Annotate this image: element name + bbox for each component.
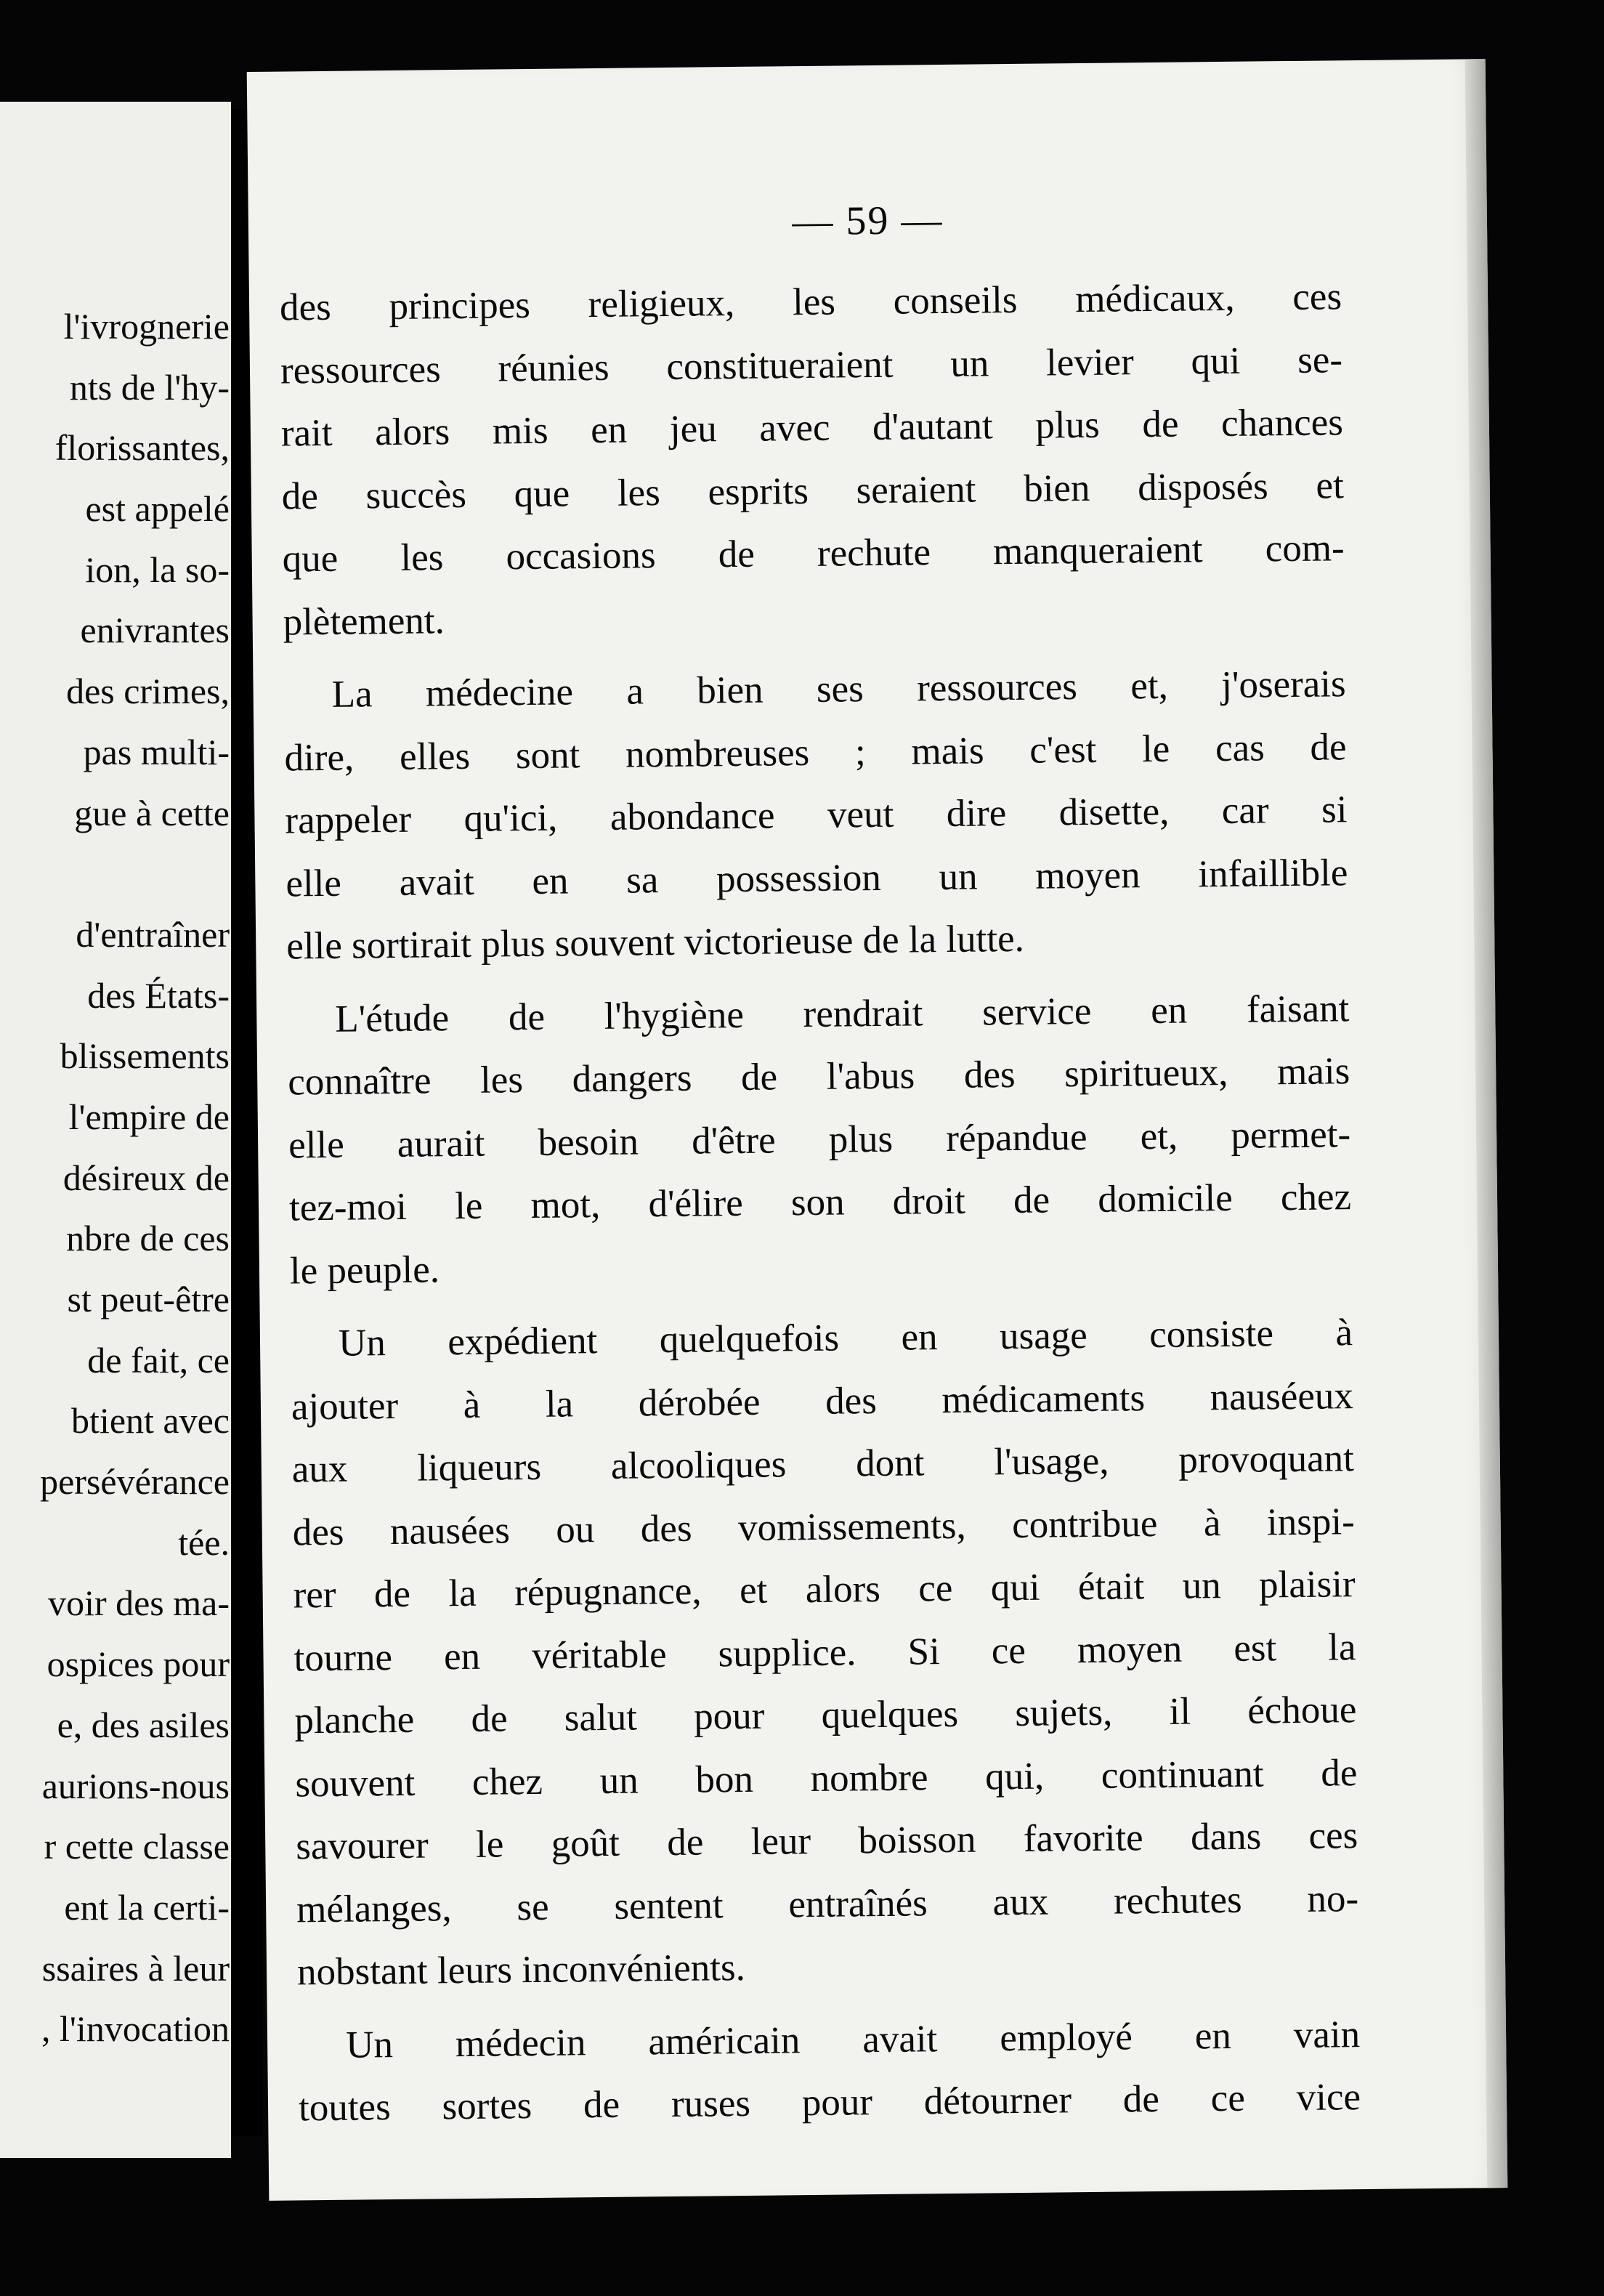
text-line: tourne en véritable supplice. Si ce moyen est la: [293, 1625, 1356, 1679]
left-page-line: e, des asiles: [57, 1704, 230, 1745]
left-page-line: de fait, ce: [87, 1339, 230, 1381]
left-page-line: des États-: [87, 974, 230, 1016]
body-text: [280, 265, 1361, 2140]
left-page-line: d'entraîner: [76, 913, 230, 955]
paragraph: [298, 2003, 1361, 2140]
text-line: connaître les dangers de l'abus des spiritueux, mais: [287, 1050, 1350, 1104]
left-page-line: pas multi-: [83, 731, 230, 772]
left-page-line: nbre de ces: [66, 1218, 230, 1259]
text-line: souvent chez un bon nombre qui, continuant de: [295, 1751, 1358, 1805]
text-line: toutes sortes de ruses pour détourner de ce vice: [298, 2076, 1361, 2130]
left-page-line: , l'invocation: [41, 2008, 230, 2050]
paragraph: [287, 977, 1352, 1303]
paragraph: [283, 652, 1348, 978]
text-line: aux liqueurs alcooliques dont l'usage, provoquant: [291, 1437, 1355, 1491]
left-page-line: ion, la so-: [85, 549, 230, 590]
text-line: La médecine a bien ses ressources et, j'oserais: [331, 663, 1346, 716]
page-edge: [1465, 59, 1508, 2188]
left-page-line: florissantes,: [54, 427, 230, 469]
left-page-line: tée.: [178, 1521, 230, 1563]
left-page-line: ospices pour: [46, 1644, 230, 1685]
text-line: rait alors mis en jeu avec d'autant plus de chances: [280, 401, 1344, 455]
left-page-line: r cette classe: [44, 1826, 230, 1867]
left-page-line: est appelé: [85, 488, 230, 530]
text-line: des principes religieux, les conseils médicaux, ces: [279, 275, 1342, 329]
left-page-line: enivrantes: [80, 610, 230, 651]
text-line: nobstant leurs inconvénients.: [296, 1946, 746, 1994]
left-page-line: [0, 844, 230, 905]
text-line: mélanges, se sentent entraînés aux rechutes no-: [296, 1877, 1359, 1931]
left-page-line: gue à cette: [74, 792, 230, 833]
text-line: rer de la répugnance, et alors ce qui était un plaisir: [293, 1563, 1356, 1617]
paragraph: [291, 1301, 1360, 2004]
left-page-line: btient avec: [71, 1400, 230, 1442]
left-page-line: l'empire de: [68, 1096, 230, 1137]
left-page-text: [0, 296, 230, 2060]
text-line: Un médecin américain avait employé en vain: [345, 2013, 1361, 2066]
text-line: ajouter à la dérobée des médicaments nauséeux: [291, 1374, 1354, 1428]
text-line: ressources réunies constitueraient un levier qui se-: [280, 338, 1343, 392]
text-line: savourer le goût de leur boisson favorite dans ces: [295, 1814, 1358, 1868]
text-line: Un expédient quelquefois en usage consiste à: [338, 1311, 1353, 1365]
text-line: elle avait en sa possession un moyen infaillible: [285, 851, 1348, 905]
left-page-line: ent la certi-: [64, 1886, 230, 1928]
text-line: des nausées ou des vomissements, contribue à inspi-: [292, 1500, 1355, 1553]
left-page-line: des crimes,: [66, 671, 230, 712]
left-page-fragment: [0, 102, 231, 2158]
left-page-line: aurions-nous: [41, 1765, 230, 1806]
text-line: de succès que les esprits seraient bien disposés et: [281, 464, 1345, 518]
left-page-line: ssaires à leur: [41, 1947, 230, 1989]
text-line: que les occasions de rechute manqueraient com-: [282, 527, 1345, 581]
left-page-line: voir des ma-: [48, 1582, 230, 1624]
paragraph: [280, 265, 1345, 653]
text-line: tez-moi le mot, d'élire son droit de domicile chez: [288, 1176, 1352, 1229]
page-number: — 59 —: [792, 197, 944, 245]
left-page-line: nts de l'hy-: [69, 366, 230, 408]
text-line: elle sortirait plus souvent victorieuse de la lutte.: [286, 917, 1025, 968]
left-page-line: st peut-être: [67, 1279, 230, 1319]
left-page-line: blissements: [60, 1035, 230, 1077]
text-line: planche de salut pour quelques sujets, il échoue: [294, 1689, 1357, 1742]
text-line: plètement.: [283, 599, 445, 644]
text-line: rappeler qu'ici, abondance veut dire disette, car si: [285, 788, 1348, 842]
left-page-line: l'ivrognerie: [63, 306, 230, 347]
left-page-line: persévérance: [40, 1461, 230, 1503]
text-line: le peuple.: [289, 1248, 440, 1292]
right-page: [247, 59, 1508, 2201]
left-page-line: désireux de: [62, 1157, 230, 1198]
text-line: elle aurait besoin d'être plus répandue et, permet-: [288, 1112, 1351, 1166]
text-line: dire, elles sont nombreuses ; mais c'est le cas de: [284, 725, 1347, 780]
text-line: L'étude de l'hygiène rendrait service en faisant: [335, 987, 1350, 1040]
